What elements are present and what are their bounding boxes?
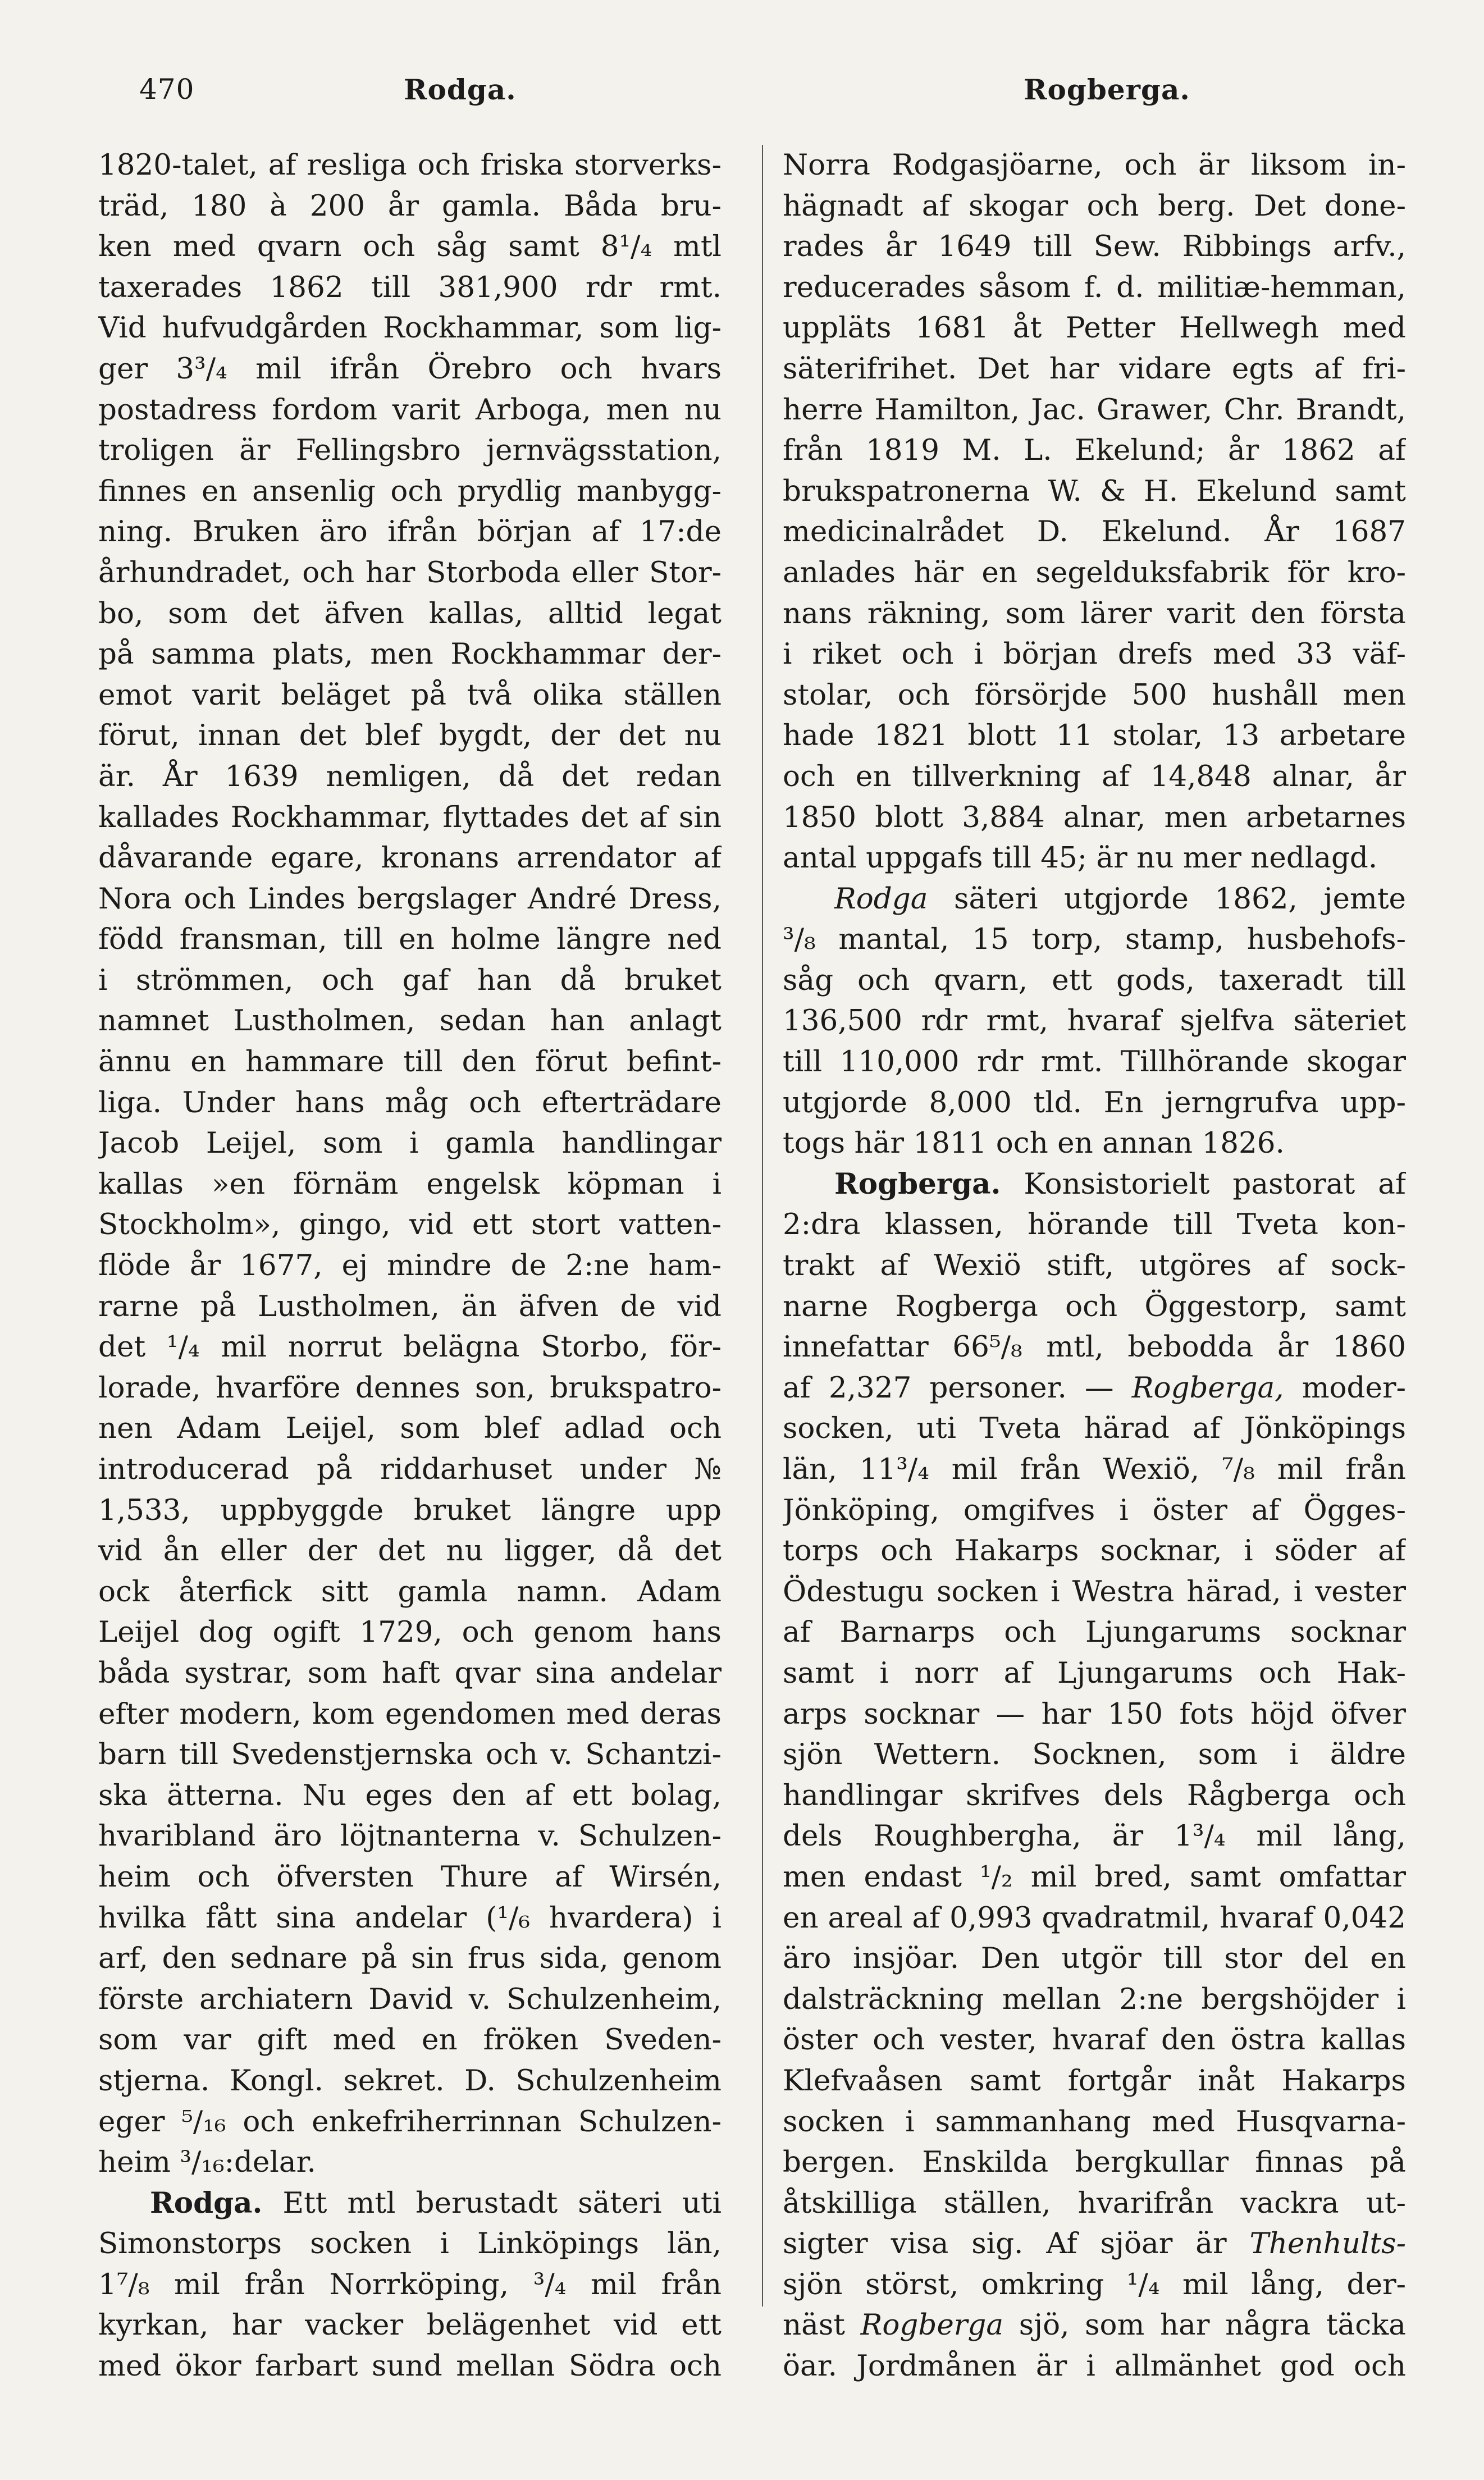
text-line: hägnadt af skogar och berg. Det done- [783, 189, 1406, 223]
text-line: 1850 blott 3,884 alnar, men arbetarnes [783, 800, 1406, 834]
text-line: efter modern, kom egendomen med deras [98, 1697, 722, 1731]
text-line: introducerad på riddarhuset under № [98, 1453, 722, 1486]
text-line: socken i sammanhang med Husqvarna- [783, 2104, 1406, 2139]
text-line: till 110,000 rdr rmt. Tillhörande skogar [783, 1045, 1406, 1079]
text-line: län, 11³/₄ mil från Wexiö, ⁷/₈ mil från [783, 1453, 1406, 1486]
text-line: 1⁷/₈ mil från Norrköping, ³/₄ mil från [98, 2267, 722, 2301]
italic-name: Rogberga, [1131, 1371, 1284, 1405]
text-line: Stockholm», gingo, vid ett stort vatten- [98, 1208, 722, 1242]
text-line: uppläts 1681 åt Petter Hellwegh med [783, 311, 1406, 345]
text-line [783, 1164, 1406, 1205]
text-line: taxerades 1862 till 381,900 rdr rmt. [98, 270, 722, 304]
text-line: kyrkan, har vacker belägenhet vid ett [98, 2308, 722, 2342]
text-line: med ökor farbart sund mellan Södra och [98, 2349, 722, 2383]
text-line: handlingar skrifves dels Rågberga och [783, 1778, 1406, 1812]
italic-name: Rogberga [860, 2308, 1004, 2342]
text-line: anlades här en segelduksfabrik för kro- [783, 555, 1406, 590]
text-line: Ödestugu socken i Westra härad, i vester [783, 1574, 1406, 1609]
text-line: namnet Lustholmen, sedan han anlagt [98, 1004, 722, 1038]
text-line: rades år 1649 till Sew. Ribbings arfv., [783, 230, 1406, 264]
text-line: såg och qvarn, ett gods, taxeradt till [783, 963, 1406, 997]
text-line: arf, den sednare på sin frus sida, genom [98, 1942, 722, 1976]
text-line: utgjorde 8,000 tld. En jerngrufva upp- [783, 1085, 1406, 1120]
text-segment: af 2,327 personer. — [783, 1371, 1132, 1405]
text-line: nen Adam Leijel, som blef adlad och [98, 1412, 722, 1446]
text-line: Simonstorps socken i Linköpings län, [98, 2227, 722, 2261]
text-line: finnes en ansenlig och prydlig manbygg- [98, 474, 722, 508]
text-line: i strömmen, och gaf han då bruket [98, 963, 722, 997]
text-line: äro insjöar. Den utgör till stor del en [783, 1942, 1406, 1976]
text-line: säterifrihet. Det har vidare egts af fri- [783, 351, 1406, 386]
text-line: af Barnarps och Ljungarums socknar [783, 1615, 1406, 1650]
text-line: barn till Svedenstjernska och v. Schantzi- [98, 1738, 722, 1772]
rogberga-body-a [783, 1204, 1406, 1367]
text-line: hvilka fått sina andelar (¹/₆ hvardera) i [98, 1901, 722, 1935]
running-head-left: Rodga. [404, 73, 517, 106]
text-line: förut, innan det blef bygdt, der det nu [98, 719, 722, 753]
text-line: århundradet, och har Storboda eller Stor- [98, 555, 722, 590]
text-line: är. År 1639 nemligen, då det redan [98, 759, 722, 793]
text-line: från 1819 M. L. Ekelund; år 1862 af [783, 433, 1406, 468]
text-line: 1820-talet, af resliga och friska storverks- [98, 148, 722, 182]
text-line: Vid hufvudgården Rockhammar, som lig- [98, 311, 722, 345]
text-line: född fransman, till en holme längre ned [98, 922, 722, 957]
page-number: 470 [139, 73, 195, 106]
italic-name: Thenhults- [1249, 2227, 1406, 2261]
text-line: men endast ¹/₂ mil bred, samt omfattar [783, 1860, 1406, 1894]
text-line: socken, uti Tveta härad af Jönköpings [783, 1412, 1406, 1446]
rogberga-body-c [783, 1408, 1406, 2223]
text-line: ken med qvarn och såg samt 8¹/₄ mtl [98, 230, 722, 264]
text-segment: Konsistorielt pastorat af [1001, 1167, 1406, 1201]
text-line: bo, som det äfven kallas, alltid legat [98, 596, 722, 631]
text-line [783, 2305, 1406, 2346]
text-line: hvaribland äro löjtnanterna v. Schulzen- [98, 1819, 722, 1853]
text-line: kallas »en förnäm engelsk köpman i [98, 1167, 722, 1201]
text-line: ger 3³/₄ mil ifrån Örebro och hvars [98, 351, 722, 386]
text-line: som var gift med en fröken Sveden- [98, 2023, 722, 2057]
text-line: båda systrar, som haft qvar sina andelar [98, 1656, 722, 1690]
text-line: lorade, hvarföre dennes son, brukspatro- [98, 1371, 722, 1405]
text-line: troligen är Fellingsbro jernvägsstation, [98, 433, 722, 468]
column-divider [762, 145, 763, 2307]
headword-rogberga: Rogberga. [834, 1167, 1001, 1201]
running-head-right: Rogberga. [1024, 73, 1190, 106]
text-line: heim ³/₁₆:delar. [98, 2145, 316, 2180]
text-line: nans räkning, som lärer varit den första [783, 596, 1406, 631]
text-line: eger ⁵/₁₆ och enkefriherrinnan Schulzen- [98, 2104, 722, 2139]
text-line: och en tillverkning af 14,848 alnar, år [783, 759, 1406, 793]
text-line: flöde år 1677, ej mindre de 2:ne ham- [98, 1249, 722, 1283]
text-line: Leijel dog ogift 1729, och genom hans [98, 1615, 722, 1650]
text-line: reducerades såsom f. d. militiæ-hemman, [783, 270, 1406, 304]
text-line: öar. Jordmånen är i allmänhet god och [783, 2349, 1406, 2383]
text-line: Jacob Leijel, som i gamla handlingar [98, 1126, 722, 1161]
text-line: antal uppgafs till 45; är nu mer nedlagd. [783, 841, 1378, 875]
text-line: rarne på Lustholmen, än äfven de vid [98, 1289, 722, 1323]
text-segment: sjö, som har några täcka [1003, 2308, 1406, 2342]
text-line: 136,500 rdr rmt, hvaraf sjelfva säteriet [783, 1004, 1406, 1038]
sateri-body [783, 919, 1406, 1164]
left-column-body [98, 145, 722, 2183]
text-line: förste archiatern David v. Schulzenheim, [98, 1982, 722, 2016]
text-line: torps och Hakarps socknar, i söder af [783, 1534, 1406, 1568]
text-line: togs här 1811 och en annan 1826. [783, 1126, 1285, 1161]
text-line: narne Rogberga och Öggestorp, samt [783, 1289, 1406, 1323]
text-segment: moder- [1284, 1371, 1406, 1405]
text-line: kallades Rockhammar, flyttades det af sin [98, 800, 722, 834]
text-line: ännu en hammare till den förut befint- [98, 1045, 722, 1079]
text-segment: näst [783, 2308, 861, 2342]
text-line: postadress fordom varit Arboga, men nu [98, 392, 722, 427]
right-column [783, 145, 1406, 2387]
italic-name: Rodga [834, 882, 928, 916]
text-line [783, 1368, 1406, 1409]
text-line: dåvarande egare, kronans arrendator af [98, 841, 722, 875]
text-line: bergen. Enskilda bergkullar finnas på [783, 2145, 1406, 2180]
text-line: vid ån eller der det nu ligger, då det [98, 1534, 722, 1568]
text-line: det ¹/₄ mil norrut belägna Storbo, för- [98, 1330, 722, 1364]
text-line [783, 879, 1406, 920]
text-line: Klefvaåsen samt fortgår inåt Hakarps [783, 2063, 1406, 2098]
text-line: sjön Wettern. Socknen, som i äldre [783, 1738, 1406, 1772]
text-line: herre Hamilton, Jac. Grawer, Chr. Brandt, [783, 392, 1406, 427]
text-segment: Ett mtl berustadt säteri uti [262, 2186, 722, 2220]
text-line: ska ätterna. Nu eges den af ett bolag, [98, 1778, 722, 1812]
text-line: brukspatronerna W. & H. Ekelund samt [783, 474, 1406, 508]
text-line: ³/₈ mantal, 15 torp, stamp, husbehofs- [783, 922, 1406, 957]
headword-rodga: Rodga. [150, 2186, 263, 2220]
text-line: en areal af 0,993 qvadratmil, hvaraf 0,042 [783, 1901, 1406, 1935]
text-line: Nora och Lindes bergslager André Dress, [98, 882, 722, 916]
text-line [783, 2223, 1406, 2264]
right-column-body [783, 145, 1406, 879]
text-line [98, 2183, 722, 2224]
text-line: Jönköping, omgifves i öster af Ögges- [783, 1493, 1406, 1527]
text-line: trakt af Wexiö stift, utgöres af sock- [783, 1249, 1406, 1283]
text-line: stolar, och försörjde 500 hushåll men [783, 678, 1406, 712]
text-line: åtskilliga ställen, hvarifrån vackra ut- [783, 2186, 1406, 2220]
text-line: arps socknar — har 150 fots höjd öfver [783, 1697, 1406, 1731]
text-line: medicinalrådet D. Ekelund. År 1687 [783, 515, 1406, 549]
text-line: 1,533, uppbyggde bruket längre upp [98, 1493, 722, 1527]
text-segment: sigter visa sig. Af sjöar är [783, 2227, 1250, 2261]
text-line: ning. Bruken äro ifrån början af 17:de [98, 515, 722, 549]
text-line: sjön störst, omkring ¹/₄ mil lång, der- [783, 2267, 1406, 2301]
text-line: dalsträckning mellan 2:ne bergshöjder i [783, 1982, 1406, 2016]
text-line: innefattar 66⁵/₈ mtl, bebodda år 1860 [783, 1330, 1406, 1364]
text-segment: säteri utgjorde 1862, jemte [928, 882, 1406, 916]
text-line: 2:dra klassen, hörande till Tveta kon- [783, 1208, 1406, 1242]
text-line: träd, 180 à 200 år gamla. Båda bru- [98, 189, 722, 223]
text-line: heim och öfversten Thure af Wirsén, [98, 1860, 722, 1894]
left-column [98, 145, 722, 2387]
text-line: dels Roughbergha, är 1³/₄ mil lång, [783, 1819, 1406, 1853]
text-line: på samma plats, men Rockhammar der- [98, 637, 722, 672]
text-line: samt i norr af Ljungarums och Hak- [783, 1656, 1406, 1690]
text-line: i riket och i början drefs med 33 väf- [783, 637, 1406, 672]
text-line: ock återfick sitt gamla namn. Adam [98, 1574, 722, 1609]
text-line: stjerna. Kongl. sekret. D. Schulzenheim [98, 2063, 722, 2098]
text-line: öster och vester, hvaraf den östra kallas [783, 2023, 1406, 2057]
text-line: Norra Rodgasjöarne, och är liksom in- [783, 148, 1406, 182]
text-line: emot varit beläget på två olika ställen [98, 678, 722, 712]
text-line: liga. Under hans måg och efterträdare [98, 1085, 722, 1120]
text-line: hade 1821 blott 11 stolar, 13 arbetare [783, 719, 1406, 753]
